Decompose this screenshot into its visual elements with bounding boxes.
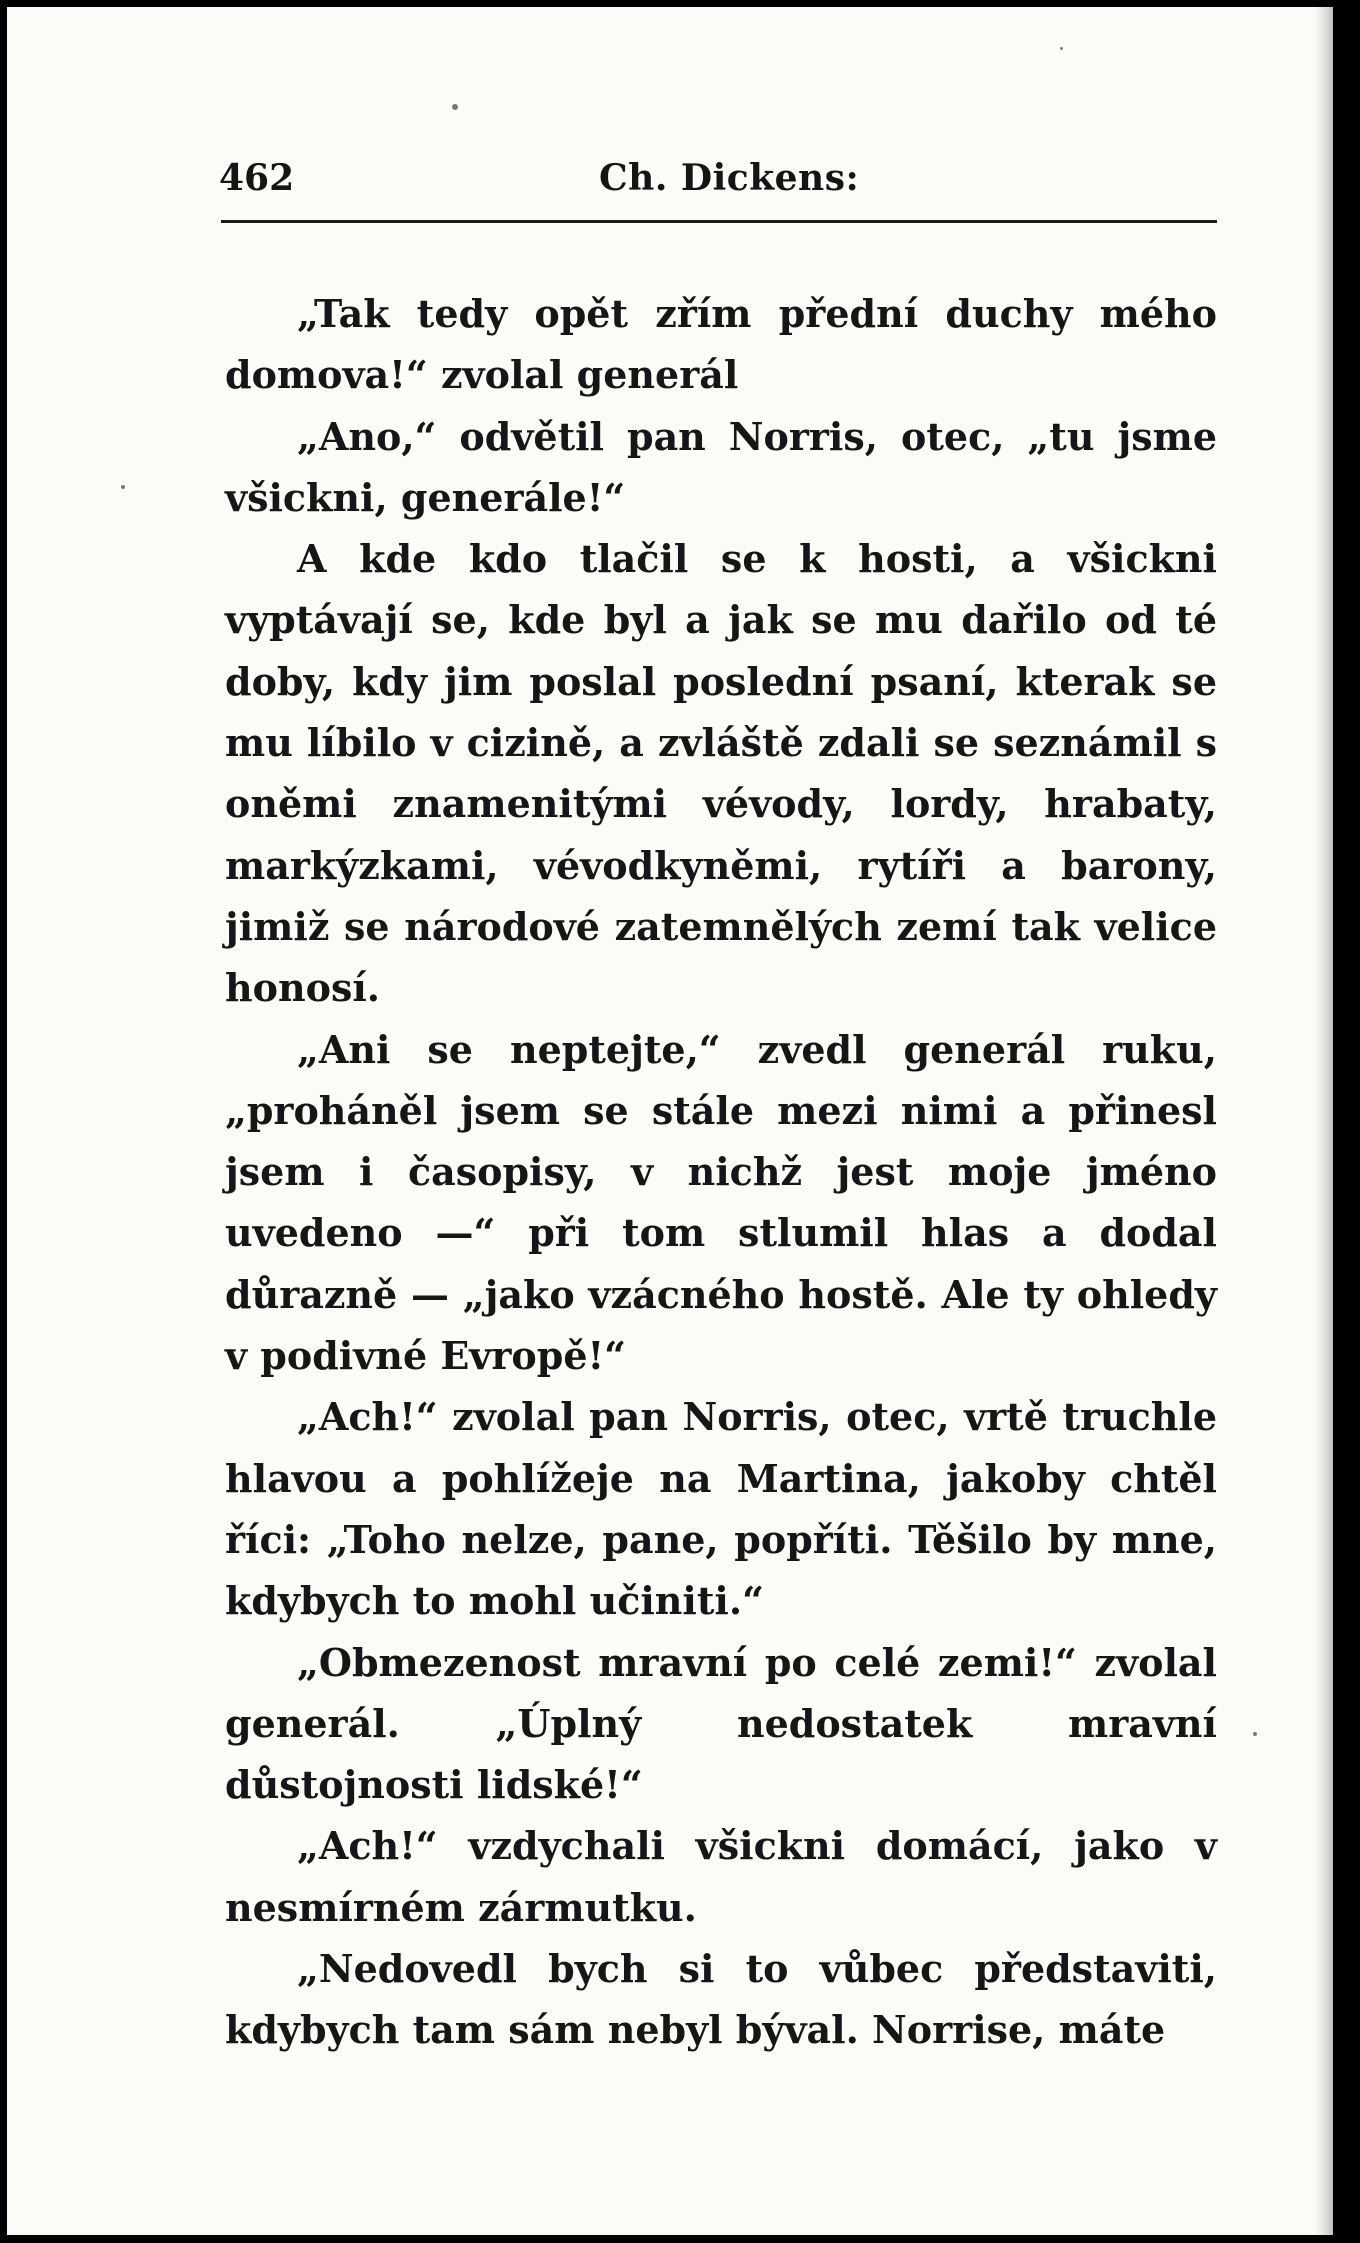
paragraph: „Ani se neptejte,“ zvedl generál ruku, „proháněl jsem se stále mezi nimi a přinesl jsem i časopisy, v nichž jest moje jméno uvedeno —“ při tom stlumil hlas a dodal důrazně — „jako vzácného hostě. Ale ty ohledy v podivné Evropě!“ bbox=[225, 1026, 1217, 1379]
page-number: 462 bbox=[219, 157, 295, 199]
book-page bbox=[7, 7, 1333, 2235]
paper-speck bbox=[452, 104, 458, 110]
paragraph: „Ano,“ odvětil pan Norris, otec, „tu jsme všickni, generále!“ bbox=[225, 413, 1217, 520]
paragraph: A kde kdo tlačil se k hosti, a všickni vyptávají se, kde byl a jak se mu dařilo od té doby, kdy jim poslal poslední psaní, kterak se mu líbilo v cizině, a zvláště zdali se seznámil s oněmi znamenitými vévody, lordy, hrabaty, markýzkami, vévodkyněmi, rytíři a barony, jimiž se národové zatemnělých zemí tak velice honosí. bbox=[225, 536, 1217, 1011]
header-rule bbox=[221, 220, 1217, 223]
running-title: Ch. Dickens: bbox=[599, 157, 860, 199]
page-header bbox=[219, 157, 1218, 213]
paragraph: „Tak tedy opět zřím přední duchy mého domova!“ zvolal generál bbox=[225, 291, 1217, 398]
paragraph: „Obmezenost mravní po celé zemi!“ zvolal generál. „Úplný nedostatek mravní důstojnosti lidské!“ bbox=[225, 1639, 1217, 1808]
paragraph: „Ach!“ zvolal pan Norris, otec, vrtě truchle hlavou a pohlížeje na Martina, jakoby chtěl říci: „Toho nelze, pane, popříti. Těšilo by mne, kdybych to mohl učiniti.“ bbox=[225, 1394, 1217, 1624]
body-text bbox=[225, 283, 1217, 2061]
paragraph: „Ach!“ vzdychali všickni domácí, jako v nesmírném zármutku. bbox=[225, 1823, 1217, 1930]
paper-speck bbox=[1253, 1732, 1257, 1736]
paper-speck bbox=[1060, 47, 1063, 50]
page-edge-shadow bbox=[1315, 7, 1333, 2235]
paragraph: „Nedovedl bych si to vůbec představiti, kdybych tam sám nebyl býval. Norrise, máte bbox=[225, 1946, 1217, 2053]
paper-speck bbox=[121, 485, 125, 489]
